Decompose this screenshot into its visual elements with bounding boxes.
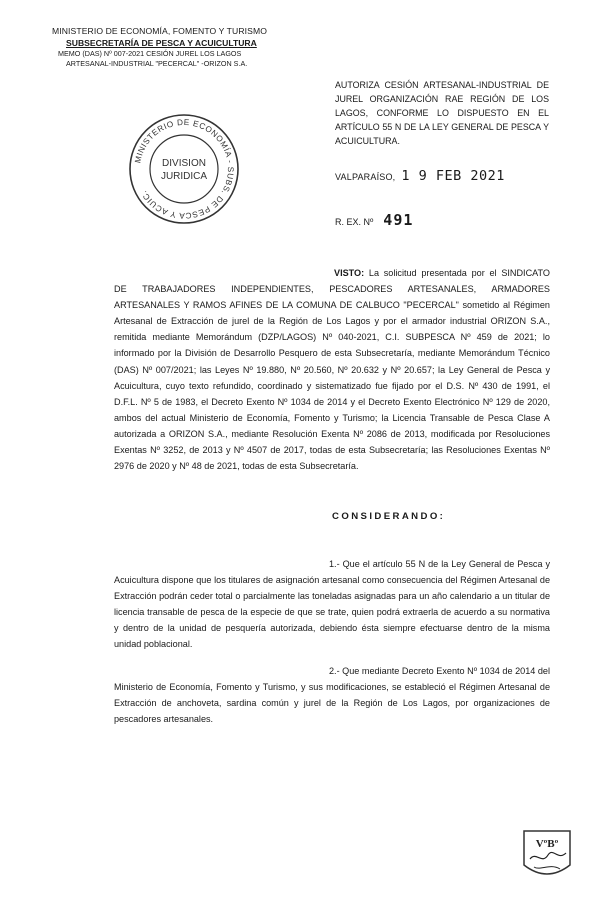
resolution-number: 491 — [383, 211, 414, 229]
resolution-subject: AUTORIZA CESIÓN ARTESANAL-INDUSTRIAL DE JUREL ORGANIZACIÓN RAE REGIÓN DE LOS LAGOS, CONFORME LO DISPUESTO EN EL ARTÍCULO 55 N DE LA LEY GENERAL DE PESCA Y ACUICULTURA. — [335, 80, 549, 146]
letterhead — [52, 26, 302, 69]
resolution-number-label: R. EX. Nº — [335, 217, 374, 227]
stamp-center-line2: JURIDICA — [160, 171, 208, 182]
considerando-paragraph-1: 1.- Que el artículo 55 N de la Ley General de Pesca y Acuicultura dispone que los titulares de asignación artesanal como consecuencia del Régimen Artesanal de Extracción podrán ceder total o parcialmente las toneladas asignadas para un año calendario a un titular de licencia transable de pesca de la especie de que se trate, quien podrá extraerla de acuerdo a su normativa y dentro de la unidad de pesquería autorizada, debiendo ésta siempre efectuarse dentro de la misma unidad poblacional. — [114, 559, 550, 650]
date-stamp: 1 9 FEB 2021 — [401, 168, 505, 184]
stamp-center-line1: DIVISION — [162, 158, 206, 169]
ministry-name: MINISTERIO DE ECONOMÍA, FOMENTO Y TURISMO — [52, 26, 267, 36]
memo-reference-line2: ARTESANAL-INDUSTRIAL "PECERCAL" -ORIZON S.A. — [66, 59, 248, 68]
considerando-paragraph-2: 2.- Que mediante Decreto Exento Nº 1034 de 2014 del Ministerio de Economía, Fomento y Turismo, y sus modificaciones, se estableció el Régimen Artesanal de Extracción de anchoveta, sardina común y jurel de la Región de Los Lagos, por organizaciones de pescadores artesanales. — [114, 666, 550, 725]
stamp-ring-text: MINISTERIO DE ECONOMÍA - SUBS. DE PESCA Y ACUIC. — [133, 117, 236, 221]
division-juridica-stamp — [125, 110, 243, 228]
place-name: VALPARAÍSO, — [335, 172, 396, 182]
visto-label: VISTO: — [334, 268, 365, 278]
vobo-label: VºBº — [535, 838, 559, 850]
visto-paragraph — [114, 265, 550, 474]
memo-reference-line1: MEMO (DAS) Nº 007-2021 CESIÓN JUREL LOS LAGOS — [58, 49, 242, 58]
vobo-approval-stamp — [520, 825, 574, 885]
considerando-heading: CONSIDERANDO: — [332, 511, 446, 522]
subsecretaria-name: SUBSECRETARÍA DE PESCA Y ACUICULTURA — [66, 38, 257, 48]
signature-flourish — [534, 867, 560, 869]
resolution-number-line — [335, 211, 413, 229]
signature-scribble — [530, 852, 566, 859]
visto-text: La solicitud presentada por el SINDICATO DE TRABAJADORES INDEPENDIENTES, PESCADORES ARTESANALES, ARMADORES ARTESANALES Y RAMOS AFINES DE LA COMUNA DE CALBUCO "PECERCAL" sometido al Régimen Artesanal de Extracción de jurel de la Región de Los Lagos y por el armador industrial ORIZON S.A., remitida mediante Memorándum (DZP/LAGOS) Nº 040-2021, C.I. SUBPESCA Nº 459 de 2021; lo informado por la División de Desarrollo Pesquero de esta Subsecretaría, mediante Memorándum Técnico (DAS) Nº 007/2021; las Leyes Nº 19.880, Nº 20.560, Nº 20.632 y Nº 20.657; la Ley General de Pesca y Acuicultura, cuyo texto refundido, coordinado y sistematizado fue fijado por el D.S. Nº 430 de 1991, el D.F.L. Nº 5 de 1983, el Decreto Exento Nº 1034 de 2014 y el Decreto Exento Electrónico Nº 129 de 2020, ambos del actual Ministerio de Economía, Fomento y Turismo; la Licencia Transable de Pesca Clase A autorizada a ORIZON S.A., mediante Resolución Exenta Nº 2086 de 2013, modificada por Resoluciones Exentas Nº 3252, de 2013 y Nº 4507 de 2017, todas de esta Subsecretaría; las Resoluciones Exentas Nº 2976 de 2020 y Nº 48 de 2021, todas de esta Subsecretaría. — [114, 268, 550, 472]
place-and-date — [335, 168, 505, 184]
